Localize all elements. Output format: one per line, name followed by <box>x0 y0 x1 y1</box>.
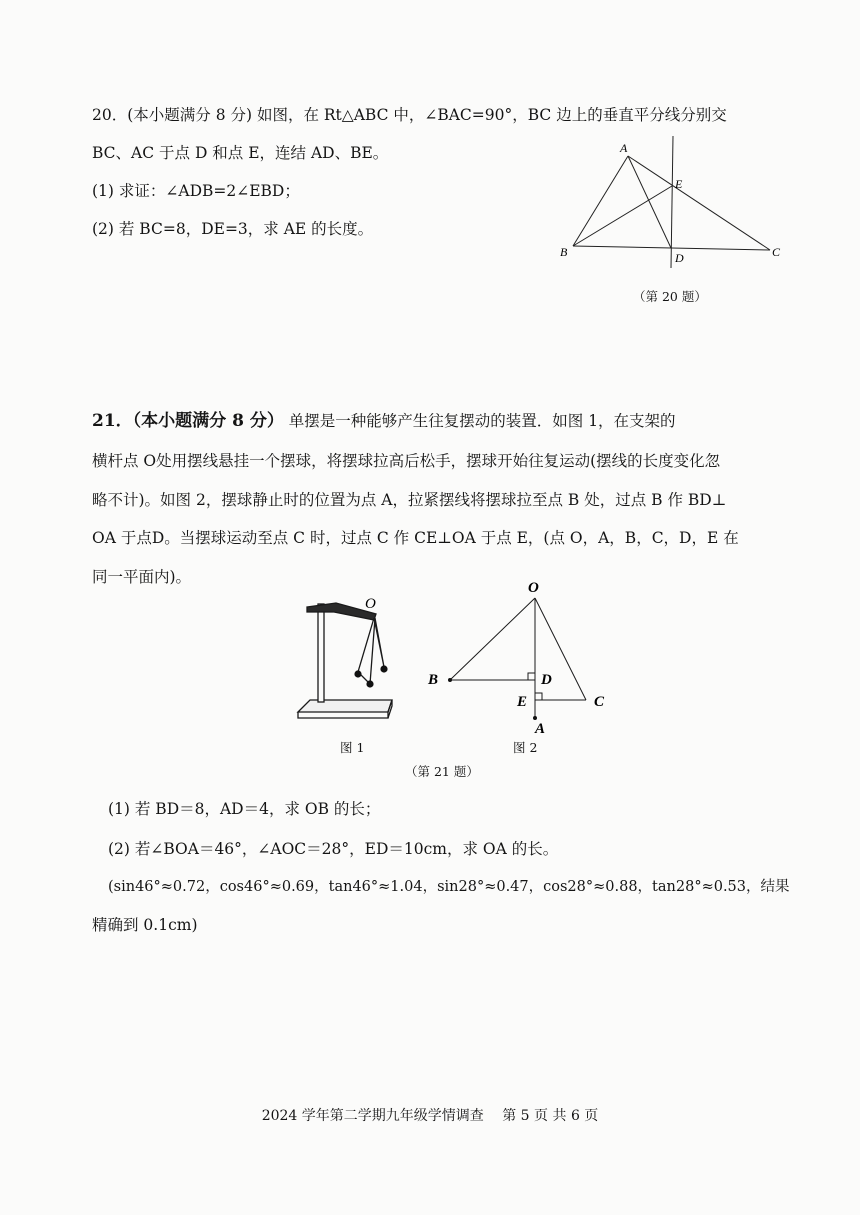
label-C: C <box>772 245 781 259</box>
fig2-caption: 图 2 <box>513 740 538 755</box>
q21-values-line1: (sin46°≈0.72，cos46°≈0.69，tan46°≈1.04，sin28°≈0.47，cos28°≈0.88，tan28°≈0.53，结果 <box>108 879 790 895</box>
q21-line2: 横杆点 O处用摆线悬挂一个摆球，将摆球拉高后松手，摆球开始往复运动(摆线的长度变化忽 <box>92 452 721 470</box>
page-footer: 2024 学年第二学期九年级学情调查 第 5 页 共 6 页 <box>261 1108 599 1124</box>
q21-line4: OA 于点D。当摆球运动至点 C 时，过点 C 作 CE⊥OA 于点 E，(点 O，A，B，C，D，E 在 <box>92 529 739 547</box>
q20-line1: 20．(本小题满分 8 分) 如图，在 Rt△ABC 中，∠BAC=90°，BC 边上的垂直平分线分别交 <box>92 106 727 124</box>
q21-intro: 单摆是一种能够产生往复摆动的装置．如图 1，在支架的 <box>288 412 676 430</box>
q21-values-line2: 精确到 0.1cm) <box>92 916 198 934</box>
segment-OB <box>450 598 535 680</box>
q20-caption: （第 20 题） <box>633 289 707 304</box>
label-D: D <box>675 251 684 265</box>
label-E: E <box>675 177 683 191</box>
q21-part1: (1) 若 BD＝8，AD＝4，求 OB 的长； <box>108 800 381 818</box>
q20-line2: BC、AC 于点 D 和点 E，连结 AD、BE。 <box>92 144 389 162</box>
q21-header: 21．（本小题满分 8 分） <box>92 411 284 431</box>
q21-line3: 略不计)。如图 2，摆球静止时的位置为点 A，拉紧摆线将摆球拉至点 B 处，过点 B 作 BD⊥ <box>92 491 727 509</box>
q20-part1: (1) 求证：∠ADB=2∠EBD； <box>92 182 300 200</box>
label-B-fig2: B <box>428 672 439 688</box>
q21-line5: 同一平面内)。 <box>92 568 192 586</box>
right-angle-D <box>528 673 535 680</box>
label-O-fig2: O <box>528 580 539 596</box>
label-E-fig2: E <box>517 694 528 710</box>
label-A-fig2: A <box>535 721 546 737</box>
label-A: A <box>620 141 628 155</box>
label-O-fig1: O <box>365 596 376 612</box>
label-C-fig2: C <box>594 694 605 710</box>
q20-part2: (2) 若 BC=8，DE=3，求 AE 的长度。 <box>92 220 374 238</box>
q21-caption: （第 21 题） <box>405 764 479 779</box>
right-angle-E <box>535 693 542 700</box>
q21-part2: (2) 若∠BOA＝46°，∠AOC＝28°，ED＝10cm，求 OA 的长。 <box>108 840 559 858</box>
label-B: B <box>560 245 568 259</box>
fig1-caption: 图 1 <box>340 740 365 755</box>
label-D-fig2: D <box>541 672 552 688</box>
